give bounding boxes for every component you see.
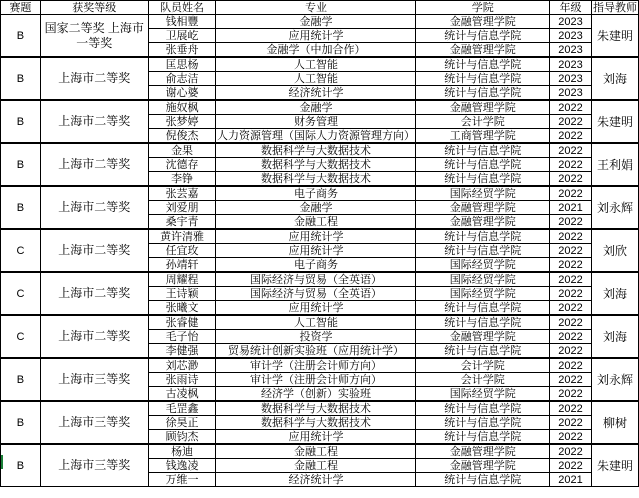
year-cell[interactable]: 2022 [550,272,592,287]
award-cell[interactable]: 上海市二等奖 [40,100,148,143]
member-name-cell[interactable]: 刘爱朋 [148,201,216,215]
member-name-cell[interactable]: 黄许清雅 [148,229,216,244]
year-cell[interactable]: 2022 [550,358,592,373]
major-cell[interactable]: 金融学 [216,201,416,215]
header-teacher[interactable]: 指导教师 [592,1,637,14]
major-cell[interactable]: 电子商务 [216,258,416,273]
school-cell[interactable]: 统计与信息学院 [416,401,550,416]
table-row [1,100,639,115]
track-cell[interactable]: B [1,143,41,186]
member-name-cell[interactable]: 张睿健 [148,315,216,330]
teacher-cell[interactable]: 王利娟 [591,143,638,186]
year-cell[interactable]: 2022 [550,330,592,344]
member-name-cell[interactable]: 徐昊正 [148,416,216,430]
teacher-cell[interactable]: 刘永辉 [591,186,638,229]
award-cell[interactable]: 上海市二等奖 [40,272,148,315]
member-name-cell[interactable]: 毛罡鑫 [148,401,216,416]
teacher-cell[interactable]: 刘海 [591,57,638,100]
major-cell[interactable]: 经济统计学 [216,473,416,487]
year-cell[interactable]: 2022 [550,143,592,158]
year-cell[interactable]: 2023 [550,72,592,86]
year-cell[interactable]: 2022 [550,186,592,201]
year-cell[interactable]: 2022 [550,172,592,187]
major-cell[interactable]: 国际经济与贸易（全英语） [216,287,416,301]
school-cell[interactable]: 统计与信息学院 [416,301,550,316]
major-cell[interactable]: 人力资源管理（国际人力资源管理方向） [216,129,415,142]
major-cell[interactable]: 审计学（注册会计师方向） [216,373,416,387]
major-cell[interactable]: 数据科学与大数据技术 [216,416,416,430]
school-cell[interactable]: 统计与信息学院 [416,315,550,330]
table-row [1,358,639,373]
major-cell[interactable]: 金融工程 [216,215,416,230]
year-cell[interactable]: 2022 [550,459,592,473]
major-cell[interactable]: 应用统计学 [216,29,416,43]
header-row [1,1,639,15]
school-cell[interactable]: 国际经贸学院 [416,258,550,273]
major-cell[interactable]: 国际经济与贸易（全英语） [216,272,416,287]
school-cell[interactable]: 统计与信息学院 [416,57,550,72]
year-cell[interactable]: 2023 [550,86,592,101]
member-name-cell[interactable]: 张雨诗 [148,373,216,387]
major-cell[interactable]: 金融学 [216,100,416,115]
header-school[interactable]: 学院 [416,1,550,15]
major-cell[interactable]: 应用统计学 [216,430,416,445]
teacher-cell[interactable]: 柳树 [591,401,638,444]
track-cell[interactable]: B [1,444,41,487]
member-name-cell[interactable]: 金果 [148,143,216,158]
table-row [1,143,639,158]
award-cell[interactable]: 国家二等奖 上海市一等奖 [40,15,148,58]
major-cell[interactable]: 人工智能 [216,57,416,72]
major-cell[interactable]: 应用统计学 [216,229,416,244]
award-cell[interactable]: 上海市二等奖 [40,57,148,100]
major-cell[interactable]: 金融学（中加合作） [216,43,416,58]
year-cell[interactable]: 2023 [550,15,592,29]
major-cell[interactable]: 电子商务 [216,186,416,201]
school-cell[interactable]: 统计与信息学院 [416,172,550,187]
school-cell[interactable]: 金融管理学院 [416,444,550,459]
major-cell[interactable]: 审计学（注册会计师方向） [216,358,416,373]
member-name-cell[interactable]: 倪俊杰 [148,129,216,144]
year-cell[interactable]: 2022 [550,100,592,115]
track-cell[interactable]: B [1,15,41,58]
member-name-cell[interactable]: 俞志洁 [148,72,216,86]
major-cell[interactable]: 投资学 [216,330,416,344]
member-name-cell[interactable]: 杨迪 [148,444,216,459]
year-cell[interactable]: 2022 [550,373,592,387]
school-cell[interactable]: 金融管理学院 [416,43,550,58]
track-cell[interactable]: B [1,401,41,444]
track-cell[interactable]: B [1,57,41,100]
header-award[interactable]: 获奖等级 [40,1,148,15]
school-cell[interactable]: 国际经贸学院 [416,387,550,402]
major-cell[interactable]: 金融学 [216,15,416,29]
teacher-cell[interactable]: 朱建明 [591,15,638,58]
teacher-cell[interactable]: 刘海 [591,315,638,358]
track-cell[interactable]: B [1,186,41,229]
major-cell[interactable]: 数据科学与大数据技术 [216,401,416,416]
teacher-cell[interactable]: 刘永辉 [591,358,638,401]
school-cell[interactable]: 金融管理学院 [416,215,550,230]
year-cell[interactable]: 2022 [550,215,592,230]
year-cell[interactable]: 2022 [550,401,592,416]
member-name-cell[interactable]: 张曦文 [148,301,216,316]
year-cell[interactable]: 2022 [550,444,592,459]
year-cell[interactable]: 2021 [550,201,592,215]
school-cell[interactable]: 统计与信息学院 [416,143,550,158]
year-cell[interactable]: 2022 [550,244,592,258]
member-name-cell[interactable]: 张垂舟 [148,43,216,58]
member-name-cell[interactable]: 施奴枫 [148,100,216,115]
school-cell[interactable]: 统计与信息学院 [416,416,550,430]
year-cell[interactable]: 2022 [550,115,592,129]
member-name-cell[interactable]: 卫展屹 [148,29,216,43]
major-cell[interactable]: 财务管理 [216,115,416,129]
school-cell[interactable]: 统计与信息学院 [416,72,550,86]
major-cell[interactable]: 金融工程 [216,459,416,473]
year-cell[interactable]: 2023 [550,29,592,43]
year-cell[interactable]: 2022 [550,229,592,244]
member-name-cell[interactable]: 古凌枫 [148,387,216,402]
table-row [1,444,639,459]
header-members[interactable]: 队员姓名 [148,1,216,15]
school-cell[interactable]: 统计与信息学院 [416,229,550,244]
school-cell[interactable]: 统计与信息学院 [416,473,550,487]
school-cell[interactable]: 统计与信息学院 [416,244,550,258]
track-cell[interactable]: B [1,100,41,143]
school-cell[interactable]: 会计学院 [416,358,550,373]
member-name-cell[interactable]: 钱逸凌 [148,459,216,473]
year-cell[interactable]: 2022 [550,301,592,316]
track-cell[interactable]: C [1,229,41,272]
school-cell[interactable]: 统计与信息学院 [416,29,550,43]
school-cell[interactable]: 会计学院 [416,373,550,387]
table-row [1,272,639,287]
header-major[interactable]: 专业 [216,1,416,15]
award-cell[interactable]: 上海市二等奖 [40,315,148,358]
member-name-cell[interactable]: 谢心婆 [148,86,216,101]
major-cell[interactable]: 经济学（创新）实验班 [216,387,416,402]
member-name-cell[interactable]: 张芸嘉 [148,186,216,201]
year-cell[interactable]: 2022 [550,344,592,359]
school-cell[interactable]: 金融管理学院 [416,15,550,29]
member-name-cell[interactable]: 毛子怡 [148,330,216,344]
major-cell[interactable]: 数据科学与大数据技术 [216,172,416,187]
school-cell[interactable]: 金融管理学院 [416,330,550,344]
member-name-cell[interactable]: 周耀程 [148,272,216,287]
table-row [1,401,639,416]
major-cell[interactable]: 贸易统计创新实验班（应用统计学） [216,344,416,359]
major-cell[interactable]: 金融工程 [216,444,416,459]
award-cell[interactable]: 上海市三等奖 [40,444,148,487]
major-cell[interactable]: 数据科学与大数据技术 [216,143,416,158]
member-name-cell[interactable]: 孙靖轩 [148,258,216,273]
major-cell[interactable]: 应用统计学 [216,301,416,316]
member-name-cell[interactable]: 王诗颖 [148,287,216,301]
major-cell[interactable]: 应用统计学 [216,244,416,258]
school-cell[interactable]: 金融管理学院 [416,201,550,215]
track-cell[interactable]: C [1,272,41,315]
award-cell[interactable]: 上海市三等奖 [40,358,148,401]
year-cell[interactable]: 2022 [550,430,592,445]
school-cell[interactable]: 国际经贸学院 [416,186,550,201]
school-cell[interactable]: 统计与信息学院 [416,344,550,359]
year-cell[interactable]: 2022 [550,258,592,273]
member-name-cell[interactable]: 顾钧杰 [148,430,216,445]
member-name-cell[interactable]: 李铮 [148,172,216,187]
school-cell[interactable]: 国际经贸学院 [416,287,550,301]
header-year[interactable]: 年级 [550,1,592,15]
year-cell[interactable]: 2022 [550,129,592,144]
school-cell[interactable]: 工商管理学院 [416,129,550,144]
table-row [1,15,639,29]
award-cell[interactable]: 上海市二等奖 [40,229,148,272]
year-cell[interactable]: 2023 [550,57,592,72]
member-name-cell[interactable]: 匡思杨 [148,57,216,72]
member-name-cell[interactable]: 桑宇青 [148,215,216,230]
year-cell[interactable]: 2021 [550,473,592,487]
school-cell[interactable]: 统计与信息学院 [416,86,550,101]
award-cell[interactable]: 上海市三等奖 [40,401,148,444]
track-cell[interactable]: C [1,315,41,358]
member-name-cell[interactable]: 钱相豐 [148,15,216,29]
school-cell[interactable]: 金融管理学院 [416,100,550,115]
member-name-cell[interactable]: 李健强 [148,344,216,359]
school-cell[interactable]: 会计学院 [416,115,550,129]
year-cell[interactable]: 2023 [550,43,592,58]
teacher-cell[interactable]: 朱建明 [591,100,638,143]
teacher-cell[interactable]: 刘欣 [591,229,638,272]
table-row [1,229,639,244]
year-cell[interactable]: 2022 [550,315,592,330]
major-cell[interactable]: 人工智能 [216,315,416,330]
table-row [1,315,639,330]
member-name-cell[interactable]: 刘芯渺 [148,358,216,373]
major-cell[interactable]: 人工智能 [216,72,416,86]
table-row [1,57,639,72]
year-cell[interactable]: 2022 [550,158,592,172]
teacher-cell[interactable]: 刘海 [591,272,638,315]
table-row [1,186,639,201]
member-name-cell[interactable]: 沈德存 [148,158,216,172]
member-name-cell[interactable]: 任宜玫 [148,244,216,258]
award-cell[interactable]: 上海市二等奖 [40,143,148,186]
header-track[interactable]: 赛题 [1,1,41,15]
track-cell[interactable]: B [1,358,41,401]
member-name-cell[interactable]: 张梦婷 [148,115,216,129]
major-cell[interactable]: 经济统计学 [216,86,416,101]
year-cell[interactable]: 2022 [550,387,592,402]
school-cell[interactable]: 统计与信息学院 [416,158,550,172]
table-body [1,15,639,487]
teacher-cell[interactable]: 朱建明 [591,444,638,487]
school-cell[interactable]: 金融管理学院 [416,459,550,473]
year-cell[interactable]: 2022 [550,416,592,430]
member-name-cell[interactable]: 万维一 [148,473,216,487]
year-cell[interactable]: 2022 [550,287,592,301]
school-cell[interactable]: 国际经贸学院 [416,272,550,287]
school-cell[interactable]: 统计与信息学院 [416,430,550,445]
major-cell[interactable]: 数据科学与大数据技术 [216,158,416,172]
award-cell[interactable]: 上海市二等奖 [40,186,148,229]
